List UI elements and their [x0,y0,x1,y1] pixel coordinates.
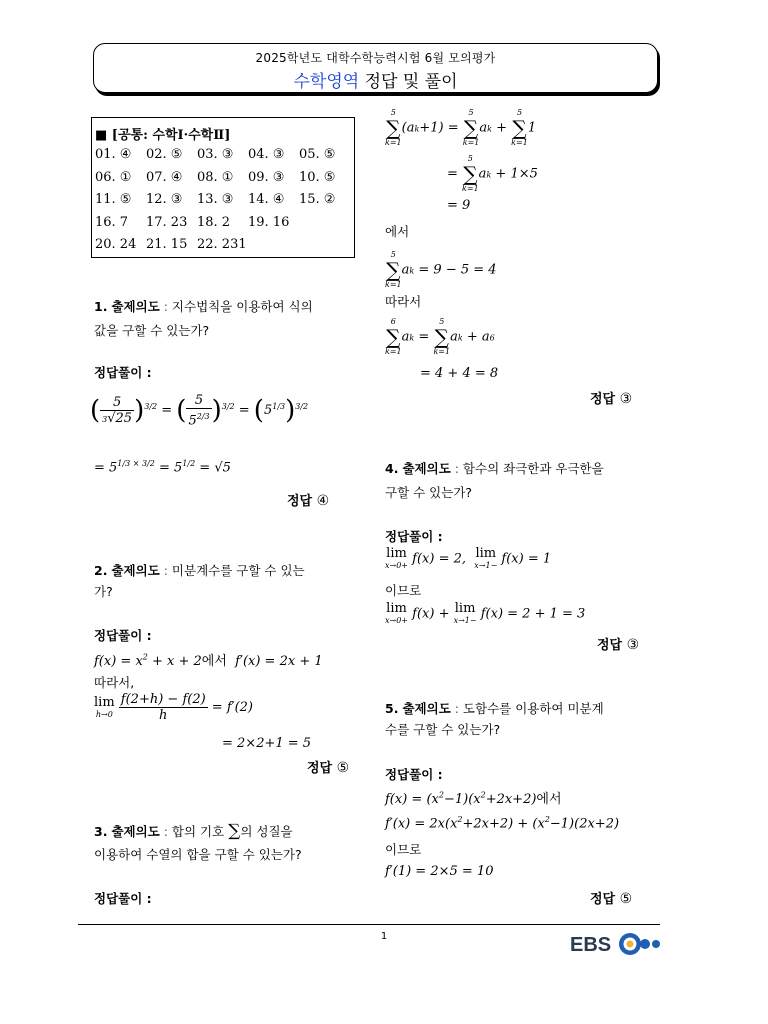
answer-row [95,147,354,170]
q4-solution-label: 정답풀이 : [385,529,443,544]
ebs-logo [570,929,670,959]
q5-so: 이므로 [385,842,422,857]
q2-answer-label: 정답 [307,761,333,776]
answer-item: 11. ⑤ [95,192,132,207]
q2-formula-2: lim h→0 $\frac{f(2+h) - f(2)}{h}$ = f′(2) [94,692,254,723]
q5-intent-line2: 수를 구할 수 있는가? [385,722,501,737]
q5-answer-label: 정답 [590,892,616,907]
answer-item: 21. 15 [146,237,188,252]
q2-intent [94,559,305,583]
answer-item: 05. ⑤ [299,147,336,162]
q5-formula-2: $f'(x) = 2x(x^2+2x+2) + (x^2-1)(2x+2)$ [385,815,620,832]
q1-formula-2: = $5^{1/3 \times 3/2} = 5^{1/2} = √5$ [94,459,231,476]
answer-item: 02. ⑤ [146,147,183,162]
page-number: 1 [380,931,388,942]
answer-item: 01. ④ [95,147,132,162]
q3-intent-line2: 이용하여 수열의 합을 구할 수 있는가? [94,847,302,862]
q2-connector: 에서 [201,654,227,669]
q3-formula-1: 5 ∑ k=1 (ak+1) = 5 ∑ k=1 ak + 5 ∑ k=1 1 [385,108,537,147]
q3-intent-label: 출제의도 [111,824,160,839]
q5-number: 5. [385,701,399,716]
ebs-logo-text: EBS [570,934,612,956]
q1-formula-1: ( $\frac{5}{3√25}$ )$^{3/2}$ = ( $\frac{5}{5^{2/3}}$ )$^{3/2} = (5^{1/3})^{3/2}$ [90,393,309,429]
q3-answer-label: 정답 [590,392,616,407]
q3-colon: : [159,824,172,839]
answer-item: 17. 23 [146,214,188,230]
q3-therefore: 따라서 [385,294,422,309]
q5-answer [590,888,632,907]
answer-row [95,170,354,193]
q5-colon: : [450,701,463,716]
q3-formula-3: = 9 [447,198,471,213]
sigma-symbol: ∑ [228,821,241,841]
answer-item: 07. ④ [146,169,183,185]
footer-divider [78,924,660,925]
q3-intent [94,819,293,844]
subject-title [94,67,657,92]
q1-intent-text: 지수법칙을 이용하여 식의 [171,299,313,314]
answer-key-box [91,117,355,258]
q1-colon: : [159,299,172,314]
q4-colon: : [450,461,463,476]
q1-number: 1. [94,299,108,314]
answer-item: 16. 7 [95,214,129,230]
q5-solution-label: 정답풀이 : [385,767,443,782]
q1-intent-line2: 값을 구할 수 있는가? [94,323,210,338]
answer-item: 19. 16 [248,214,290,230]
answer-item: 18. 2 [197,214,231,230]
q3-answer-value: ③ [619,391,633,407]
answer-row [95,215,354,238]
exam-title: 2025학년도 대학수학능력시험 6월 모의평가 [255,51,496,65]
answer-item: 15. ② [299,192,336,207]
q4-intent-label: 출제의도 [402,461,451,476]
answer-item: 04. ③ [248,147,285,162]
answer-row [95,192,354,215]
subject-suffix: 정답 및 풀이 [359,72,458,92]
q5-intent-text: 도함수를 이용하여 미분계 [462,701,604,716]
q5-formula-1: $f(x) = (x^2-1)(x^2+2x+2)$에서 [385,790,562,807]
header-box [93,43,658,93]
q1-answer-label: 정답 [287,494,313,509]
answer-item: 09. ③ [248,169,285,185]
q1-intent [94,295,313,319]
answer-item: 03. ③ [197,147,234,162]
q4-number: 4. [385,461,399,476]
q2-answer [307,757,349,776]
q3-answer [590,388,632,407]
q3-number: 3. [94,824,108,839]
ebs-logo-icon [570,929,670,959]
answer-key-heading: ■ [공통: 수학Ⅰ·수학Ⅱ] [95,128,231,143]
q2-intent-text: 미분계수를 구할 수 있는 [171,563,305,578]
answer-item: 08. ① [197,169,234,185]
answer-row [95,237,354,260]
q3-from: 에서 [385,224,410,239]
q4-formula-1: lim x→0+ f(x) = 2, lim x→1− f(x) = 1 [385,546,552,570]
q2-answer-value: ⑤ [336,760,350,776]
q2-intent-label: 출제의도 [111,563,160,578]
q4-intent-line2: 구할 수 있는가? [385,485,473,500]
q2-formula-1: $f(x) = x^2 + x + 2$에서 f′(x) = 2x + 1 [94,652,323,669]
q1-answer [287,490,329,509]
q3-formula-2: = 5 ∑ k=1 ak + 1×5 [447,154,538,193]
q5-intent-label: 출제의도 [402,701,451,716]
q3-formula-6: = 4 + 4 = 8 [420,366,499,381]
q2-formula-3: = 2×2+1 = 5 [222,736,312,751]
q3-solution-label: 정답풀이 : [94,891,152,906]
q2-colon: : [159,563,172,578]
q1-intent-label: 출제의도 [111,299,160,314]
q5-formula-3: f′(1) = 2×5 = 10 [385,864,494,879]
q3-intent-text-2: 의 성질을 [240,824,293,839]
q5-answer-value: ⑤ [619,891,633,907]
q2-intent-line2: 가? [94,584,113,599]
q4-intent [385,457,604,481]
q3-formula-5: 6 ∑ k=1 ak = 5 ∑ k=1 ak + a6 [385,317,495,356]
q4-answer-label: 정답 [597,638,623,653]
q2-solution-label: 정답풀이 : [94,628,152,643]
q2-number: 2. [94,563,108,578]
q1-answer-value: ④ [316,493,330,509]
q1-solution-label: 정답풀이 : [94,365,152,380]
subject-name: 수학영역 [293,72,360,92]
answer-item: 06. ① [95,169,132,185]
q3-intent-text: 합의 기호 [171,824,225,839]
q4-so: 이므로 [385,583,422,598]
answer-item: 22. 231 [197,237,247,252]
q5-connector: 에서 [536,792,562,807]
answer-item: 14. ④ [248,192,285,207]
answer-item: 20. 24 [95,237,137,252]
q4-formula-2: lim x→0+ f(x) + lim x→1− f(x) = 2 + 1 = 3 [385,601,586,625]
answer-item: 13. ③ [197,192,234,207]
q4-answer-value: ③ [626,637,640,653]
q2-therefore: 따라서, [94,675,135,690]
answer-item: 12. ③ [146,192,183,207]
q3-formula-4: 5 ∑ k=1 ak = 9 − 5 = 4 [385,250,497,289]
q4-intent-text: 함수의 좌극한과 우극한을 [462,461,604,476]
q4-answer [597,634,639,653]
answer-item: 10. ⑤ [299,169,336,185]
